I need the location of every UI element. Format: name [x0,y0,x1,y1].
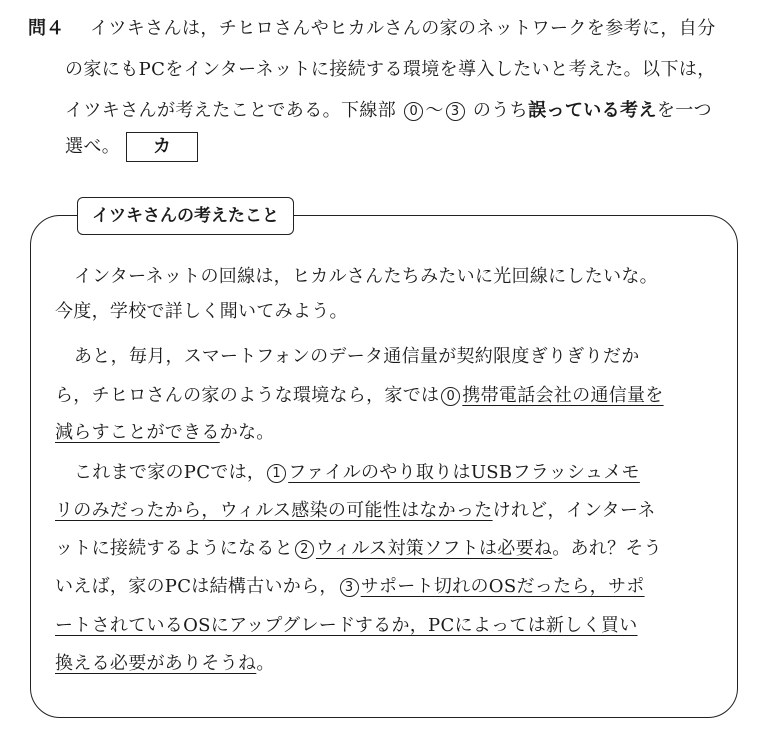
underlined-text: 換える必要がありそうね [55,653,257,674]
panel-title: イツキさんの考えたこと [77,197,294,235]
underlined-text: ートされているOSにアップグレードするか，PCによっては新しく買い [55,615,638,636]
underline-marker-3: 3 [340,578,359,597]
emphasis-text: 誤っている考え [528,100,657,121]
choice-end-marker: 3 [446,102,465,121]
question-line-1: イツキさんは，チヒロさんやヒカルさんの家のネットワークを参考に，自分 [90,18,716,39]
underline-marker-1: 1 [267,464,286,483]
panel-line: ら，チヒロさんの家のような環境なら，家では 0 携帯電話会社の通信量を [55,385,664,406]
answer-box[interactable]: カ [126,132,198,162]
panel-line: リのみだったから，ウィルス感染の可能性はなかったけれど，インターネ [55,500,656,521]
underlined-text: ウィルス対策ソフトは必要ね [315,538,553,559]
choice-start-marker: 0 [404,102,423,121]
question-line-4: 選べ。 カ [65,132,198,162]
question-number: 問４ [28,18,64,39]
underlined-text: 携帯電話会社の通信量を [462,385,664,406]
panel-line: いえば，家のPCは結構古いから， 3 サポート切れのOSだったら，サポ [55,576,645,597]
underlined-text: ファイルのやり取りはUSBフラッシュメモ [288,462,640,483]
panel-line: あと，毎月，スマートフォンのデータ通信量が契約限度ぎりぎりだか [74,346,640,367]
underlined-text: リのみだったから，ウィルス感染の可能性はなかった [55,500,493,521]
underline-marker-0: 0 [441,387,460,406]
question-line-3: イツキさんが考えたことである。下線部 0 〜 3 のうち誤っている考えを一つ [65,100,713,121]
panel-line: これまで家のPCでは， 1 ファイルのやり取りはUSBフラッシュメモ [74,462,640,483]
panel-line [55,611,638,637]
question-line-2: の家にもPCをインターネットに接続する環境を導入したいと考えた。以下は， [65,59,716,80]
panel-line: 換える必要がありそうね。 [55,653,275,674]
panel-line: 今度，学校で詳しく聞いてみよう。 [55,301,348,322]
underlined-text: 減らすことができる [55,422,220,443]
underlined-text: サポート切れのOSだったら，サポ [360,576,645,597]
panel-line: 減らすことができるかな。 [55,422,275,443]
underline-marker-2: 2 [295,540,314,559]
panel-line: ットに接続するようになると 2 ウィルス対策ソフトは必要ね。あれ？そう [55,538,662,559]
panel-line: インターネットの回線は，ヒカルさんたちみたいに光回線にしたいな。 [74,266,658,287]
